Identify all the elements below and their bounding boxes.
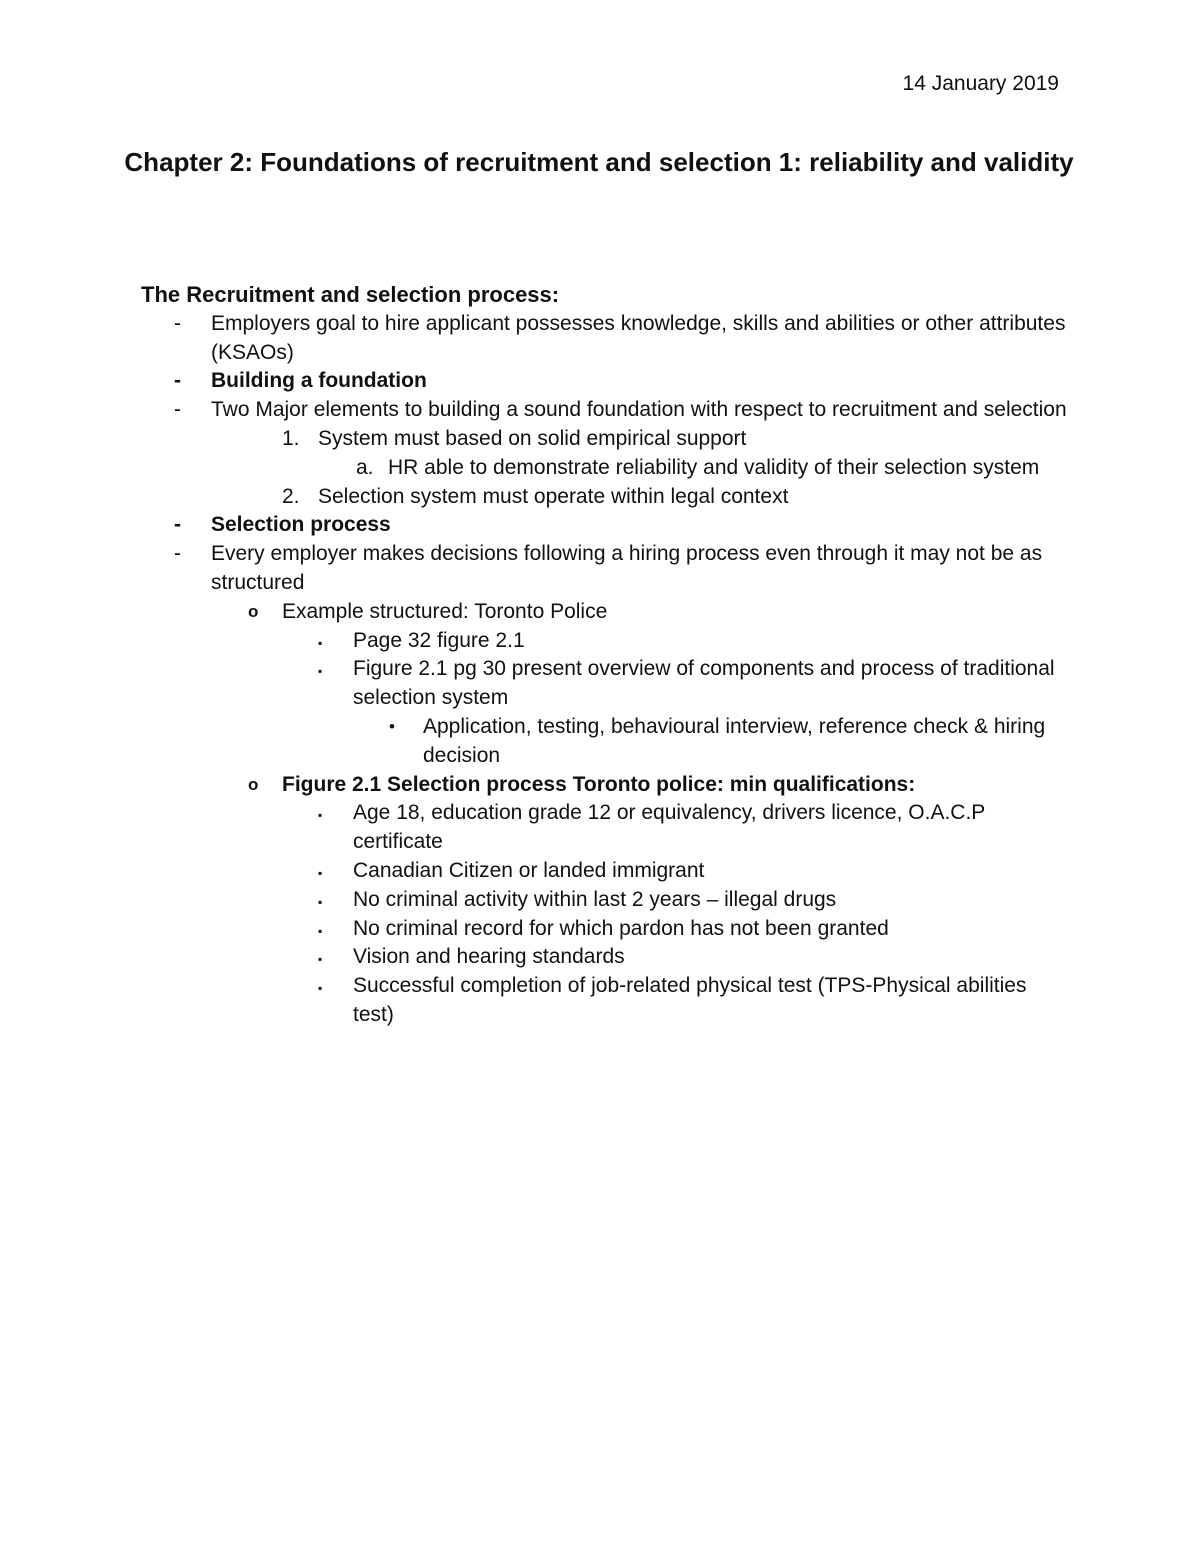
- sub-list-item: [141, 771, 1071, 800]
- item-text: Every employer makes decisions following a hiring process even through it may not be as structured: [211, 542, 1043, 594]
- sub-sub-list-item: [141, 915, 1071, 944]
- sub-sub-list-item: [141, 943, 1071, 972]
- square-bullet-icon: ▪: [318, 952, 323, 967]
- circle-bullet-icon: o: [248, 601, 259, 621]
- dash-marker: -: [174, 513, 181, 537]
- item-text: System must based on solid empirical support: [318, 426, 747, 450]
- item-text: Two Major elements to building a sound foundation with respect to recruitment and selection: [211, 398, 1067, 422]
- letter-marker: a.: [356, 455, 374, 479]
- date: 14 January 2019: [902, 72, 1059, 95]
- item-text: No criminal activity within last 2 years – illegal drugs: [353, 887, 837, 911]
- item-text: Employers goal to hire applicant possesses knowledge, skills and abilities or other attributes (KSAOs): [211, 311, 1066, 364]
- item-text: Building a foundation: [211, 369, 427, 393]
- square-bullet-icon: ▪: [318, 923, 323, 938]
- document-title: Chapter 2: Foundations of recruitment and selection 1: reliability and validity: [124, 147, 1074, 177]
- sub-sub-list-item: [141, 857, 1071, 886]
- number-marker: 1.: [282, 426, 300, 450]
- sub-list-item: [141, 598, 1071, 627]
- square-bullet-icon: ▪: [318, 664, 323, 679]
- item-text: Figure 2.1 pg 30 present overview of components and process of traditional selection system: [353, 657, 1055, 710]
- sub-sub-list-item: [141, 886, 1071, 915]
- number-marker: 2.: [282, 484, 300, 508]
- section-heading: The Recruitment and selection process:: [141, 282, 560, 307]
- item-text: Example structured: Toronto Police: [282, 599, 608, 623]
- dash-marker: -: [174, 542, 181, 566]
- deep-list-item: [141, 713, 1071, 771]
- item-text: No criminal record for which pardon has not been granted: [353, 916, 889, 940]
- numbered-item: [141, 425, 1071, 454]
- square-bullet-icon: ▪: [318, 981, 323, 996]
- item-text: Canadian Citizen or landed immigrant: [353, 858, 705, 882]
- list-item: [141, 367, 1071, 396]
- item-text: Page 32 figure 2.1: [353, 628, 525, 652]
- sub-sub-list-item: [141, 972, 1071, 1030]
- sub-sub-list-item: [141, 799, 1071, 857]
- sub-sub-list-item: [141, 627, 1071, 656]
- list-item: [141, 310, 1071, 368]
- lettered-item: [141, 454, 1071, 483]
- dash-marker: -: [174, 311, 181, 335]
- item-text: Selection process: [211, 513, 391, 537]
- square-bullet-icon: ▪: [318, 808, 323, 823]
- item-text: HR able to demonstrate reliability and validity of their selection system: [388, 455, 1040, 479]
- item-text: Figure 2.1 Selection process Toronto police: min qualifications:: [282, 772, 916, 796]
- item-text: Selection system must operate within legal context: [318, 484, 789, 508]
- item-text: Age 18, education grade 12 or equivalency, drivers licence, O.A.C.P certificate: [353, 801, 985, 854]
- item-text: Application, testing, behavioural interview, reference check & hiring decision: [423, 714, 1046, 767]
- list-item: [141, 540, 1071, 598]
- item-text: Successful completion of job-related physical test (TPS-Physical abilities test): [353, 974, 1027, 1026]
- numbered-item: [141, 483, 1071, 512]
- list-item: [141, 511, 1071, 540]
- list-item: [141, 396, 1071, 425]
- circle-bullet-icon: o: [248, 774, 259, 794]
- dash-marker: -: [174, 369, 181, 393]
- square-bullet-icon: ▪: [318, 865, 323, 880]
- sub-sub-list-item: [141, 655, 1071, 713]
- item-text: Vision and hearing standards: [353, 945, 625, 969]
- square-bullet-icon: ▪: [318, 894, 323, 909]
- section-recruitment-selection: [141, 281, 1071, 1030]
- square-bullet-icon: ▪: [318, 635, 323, 650]
- dot-bullet-icon: •: [389, 716, 395, 736]
- dash-marker: -: [174, 398, 181, 422]
